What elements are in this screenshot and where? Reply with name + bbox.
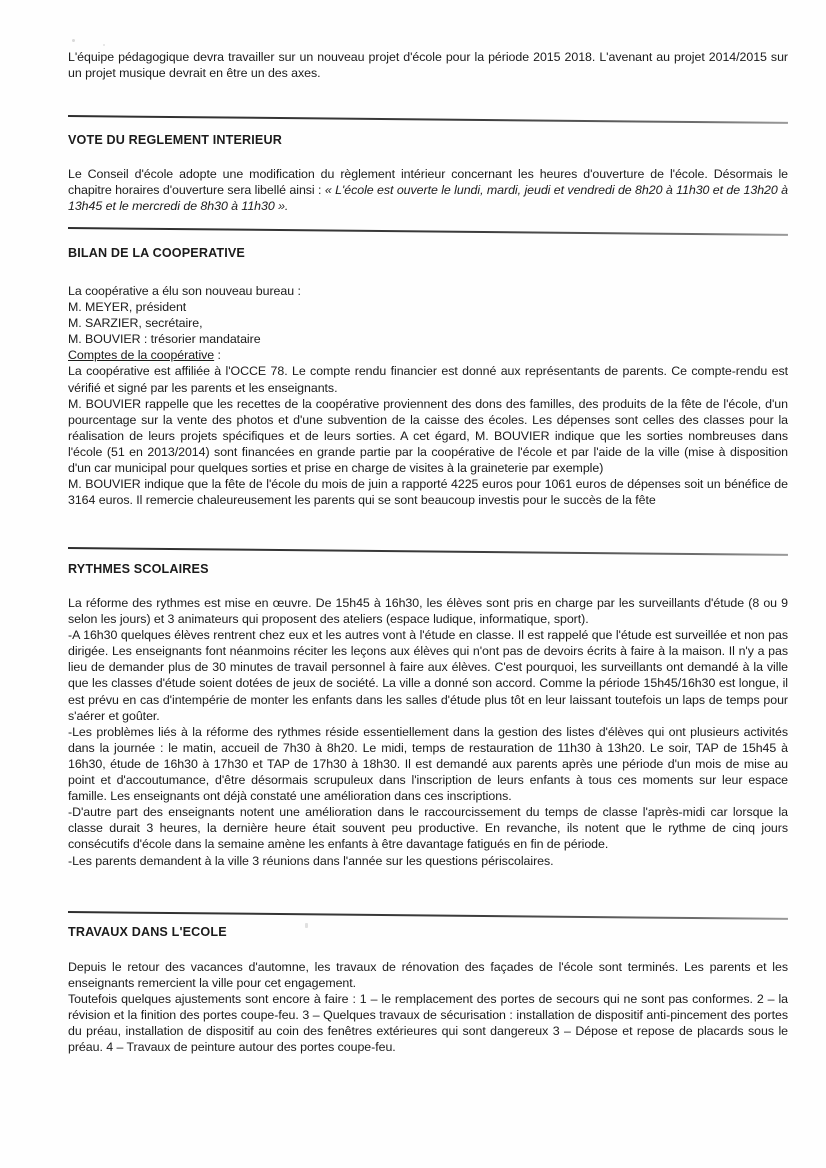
rythmes-paragraph-3: -Les problèmes liés à la réforme des rythmes réside essentiellement dans la gestion des listes d'élèves qui ont plusieurs activités dans la journée : le matin, accueil de 7h30 à 8h20. Le midi, temps de restauration de 11h30 à 13h20. Le soir, TAP de 15h45 à 16h30, étude de 16h30 à 17h30 et TAP de 17h30 à 18h30. Il est demandé aux parents après une période d'un mois de mise au point et d'accoutumance, d'être désormais scrupuleux dans l'inscription de leurs enfants à tous ces moments sur leur espace famille. Les enseignants ont déjà constaté une amélioration dans ces inscriptions. (68, 724, 788, 804)
section-title: TRAVAUX DANS L'ECOLE (68, 925, 227, 939)
section-divider-1 (68, 112, 788, 122)
travaux-paragraph-1: Depuis le retour des vacances d'automne, les travaux de rénovation des façades de l'école sont terminés. Les parents et les enseignants remercient la ville pour cet engagement. (68, 960, 788, 991)
comptes-cooperative-colon: : (214, 348, 221, 363)
horizontal-rule (68, 908, 788, 918)
section-travaux-body (68, 959, 788, 1056)
section-title: RYTHMES SCOLAIRES (68, 562, 209, 576)
section-rythmes-scolaires-body (68, 595, 788, 869)
section-title: VOTE DU REGLEMENT INTERIEUR (68, 133, 282, 147)
travaux-paragraph-2: Toutefois quelques ajustements sont encore à faire : 1 – le remplacement des portes de secours qui ne sont pas conformes. 2 – la révision et la finition des portes coupe-feu. 3 – Quelques travaux de sécurisation : installation de dispositif anti-pincement des portes du préau, installation de dispositif au coin des fenêtres extérieures qui sont dangereux 3 – Dépose et repose de placards sous le préau. 4 – Travaux de peinture autour des portes coupe-feu. (68, 992, 788, 1055)
section-rythmes-scolaires-title (68, 562, 788, 577)
section-travaux-title (68, 925, 788, 940)
scan-artifact (103, 44, 105, 46)
section-title: BILAN DE LA COOPERATIVE (68, 246, 245, 260)
section-vote-reglement-title (68, 133, 788, 148)
rythmes-paragraph-1: La réforme des rythmes est mise en œuvre. De 15h45 à 16h30, les élèves sont pris en charge par les surveillants d'étude (8 ou 9 selon les jours) et 3 animateurs qui proposent des ateliers (espace ludique, informatique, sport). (68, 596, 788, 627)
scan-artifact (72, 39, 75, 42)
section-divider-2 (68, 224, 788, 234)
section-divider-4 (68, 908, 788, 918)
vote-reglement-lead: Le Conseil d'école adopte une modification du règlement intérieur concernant les heures d'ouverture de l'école. Désormais le chapitre horaires d'ouverture sera libellé ainsi : (68, 167, 788, 198)
vote-reglement-paragraph (68, 166, 788, 214)
cooperative-paragraph-3: M. BOUVIER indique que la fête de l'école du mois de juin a rapporté 4225 euros pour 1061 euros de dépenses soit un bénéfice de 3164 euros. Il remercie chaleureusement les parents qui se sont beaucoup investis pour le succès de la fête (68, 477, 788, 508)
vote-reglement-quote: « L'école est ouverte le lundi, mardi, jeudi et vendredi de 8h20 à 11h30 et de 13h20 à 13h45 et le mercredi de 8h30 à 11h30 ». (68, 183, 788, 214)
section-vote-reglement-body (68, 166, 788, 214)
bureau-member-president: M. MEYER, président (68, 300, 187, 315)
cooperative-paragraph-2: M. BOUVIER rappelle que les recettes de la coopérative proviennent des dons des familles, des produits de la fête de l'école, d'un pourcentage sur la vente des photos et d'une subvention de la caisse des écoles. Les dépenses sont celles des classes pour la réalisation de leurs projets spécifiques et de leurs sorties. A cet égard, M. BOUVIER indique que les sorties nombreuses dans l'école (51 en 2013/2014) sont financées en grande partie par la coopérative de l'école et par l'aide de la ville (mise à disposition d'un car municipal pour quelques sorties et prise en charge de visites à la graineterie par exemple) (68, 396, 788, 476)
bureau-intro: La coopérative a élu son nouveau bureau : (68, 284, 301, 298)
comptes-cooperative-heading (68, 347, 788, 363)
rythmes-paragraph-5: -Les parents demandent à la ville 3 réunions dans l'année sur les questions périscolaires. (68, 853, 554, 868)
section-bilan-cooperative-title (68, 246, 788, 261)
rythmes-paragraph-4: -D'autre part des enseignants notent une amélioration dans le raccourcissement du temps de classe l'après-midi car lorsque la classe durait 3 heures, la dernière heure était souvent peu productive. En revanche, ils notent que le rythme de cinq jours consécutifs d'école dans la semaine amène les enfants à être davantage fatigués en fin de période. (68, 805, 788, 852)
intro-paragraph-block (68, 49, 788, 81)
bureau-member-tresorier: M. BOUVIER : trésorier mandataire (68, 332, 261, 347)
horizontal-rule (68, 112, 788, 122)
horizontal-rule (68, 224, 788, 234)
horizontal-rule (68, 544, 788, 554)
intro-paragraph: L'équipe pédagogique devra travailler sur un nouveau projet d'école pour la période 2015 2018. L'avenant au projet 2014/2015 sur un projet musique devrait en être un des axes. (68, 50, 788, 81)
section-bilan-cooperative-body (68, 283, 788, 508)
rythmes-paragraph-2: -A 16h30 quelques élèves rentrent chez eux et les autres vont à l'étude en classe. Il est rappelé que l'étude est surveillée et non pas dirigée. Les enseignants font néanmoins réciter les leçons aux élèves qui n'ont pas de devoirs écrits à faire à la maison. Il n'y a pas lieu de demander plus de 30 minutes de travail personnel à faire aux élèves. C'est pourquoi, les surveillants ont demandé à la ville que les classes d'étude soient dotées de jeux de société. La ville a donné son accord. Comme la période 15h45/16h30 est longue, il est prévu en cas d'intempérie de monter les enfants dans les salles d'étude plus tôt en leur laissant toutefois un laps de temps pour s'aérer et goûter. (68, 628, 788, 723)
comptes-cooperative-label: Comptes de la coopérative (68, 348, 215, 363)
cooperative-paragraph-1: La coopérative est affiliée à l'OCCE 78. Le compte rendu financier est donné aux représentants de parents. Ce compte-rendu est vérifié et signé par les parents et les enseignants. (68, 364, 788, 395)
bureau-member-secretaire: M. SARZIER, secrétaire, (68, 316, 203, 331)
section-divider-3 (68, 544, 788, 554)
